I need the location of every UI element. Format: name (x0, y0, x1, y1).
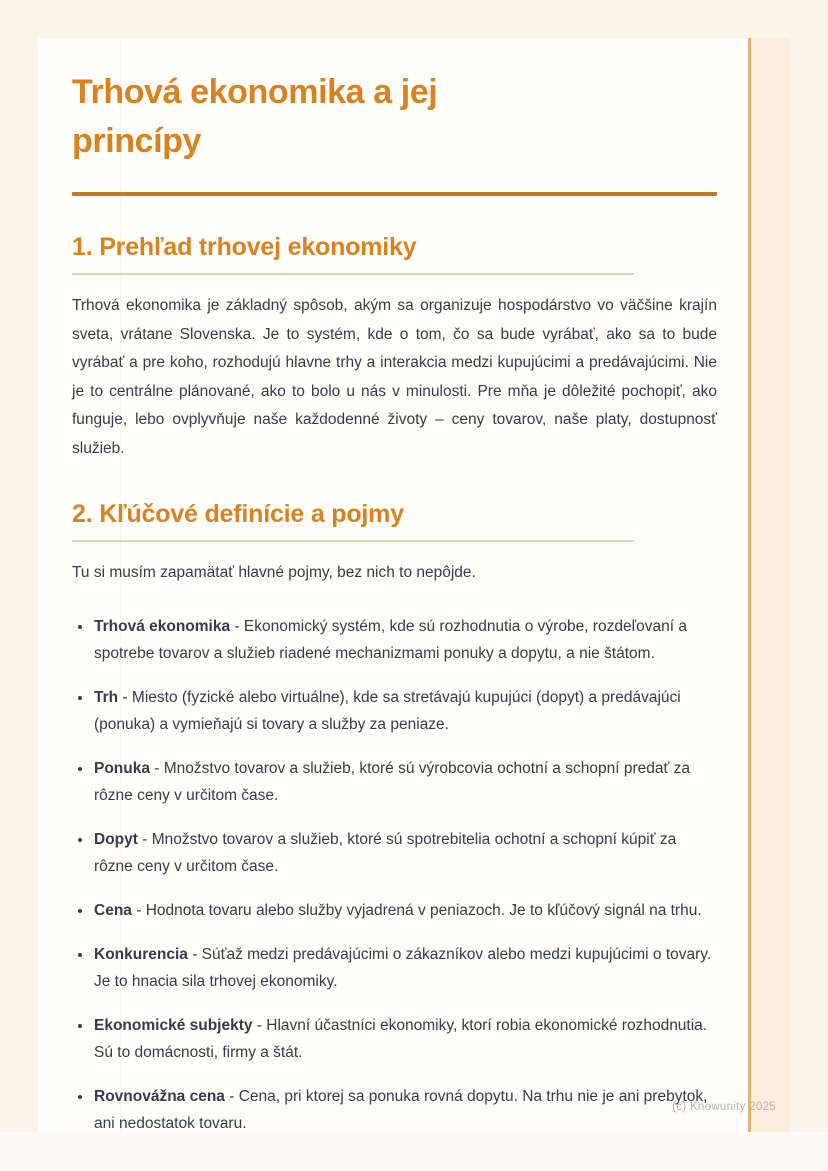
term-name: Trh (94, 688, 119, 706)
section-2-underline (72, 540, 634, 542)
term-separator: - (149, 759, 164, 777)
term-separator: - (230, 617, 244, 635)
term-list-item (93, 941, 717, 995)
term-list-item (93, 826, 717, 880)
section-1-paragraph: Trhová ekonomika je základný spôsob, akým sa organizuje hospodárstvo vo väčšine krajín sveta, vrátane Slovenska. Je to systém, kde o tom, čo sa bude vyrábať, ako sa to bude vyrábať a pre koho, rozhodujú hlavne trhy a interakcia medzi kupujúcimi a predávajúcimi. Nie je to centrálne plánované, ako to bolo u nás v minulosti. Pre mňa je dôležité pochopiť, ako funguje, lebo ovplyvňuje naše každodenné životy – ceny tovarov, naše platy, dostupnosť služieb. (72, 297, 717, 457)
term-definition: Množstvo tovarov a služieb, ktoré sú spotrebitelia ochotní a schopní kúpiť za rôzne ceny v určitom čase. (94, 830, 677, 875)
term-name: Konkurencia (94, 945, 188, 963)
document-card (38, 38, 748, 1132)
term-separator: - (118, 688, 132, 706)
term-separator: - (252, 1016, 267, 1034)
term-list-item (93, 613, 717, 667)
page-bottom-band (0, 1132, 828, 1171)
section-1-heading: 1. Prehľad trhovej ekonomiky (72, 233, 417, 261)
term-list-item (93, 1012, 717, 1066)
term-definition: Cena, pri ktorej sa ponuka rovná dopytu. Na trhu nie je ani prebytok, ani nedostatok tovaru. (94, 1087, 708, 1132)
term-name: Dopyt (94, 830, 138, 848)
term-separator: - (224, 1087, 239, 1105)
term-definition: Množstvo tovarov a služieb, ktoré sú výrobcovia ochotní a schopní predať za rôzne ceny v určitom čase. (94, 759, 690, 804)
section-2-heading: 2. Kľúčové definície a pojmy (72, 500, 404, 528)
term-name: Rovnovážna cena (94, 1087, 225, 1105)
title-divider (72, 192, 717, 196)
term-list-item (93, 755, 717, 809)
section-2-intro: Tu si musím zapamätať hlavné pojmy, bez nich to nepôjde. (72, 564, 476, 581)
term-list-item (93, 897, 717, 924)
section-1-underline (72, 273, 634, 275)
document-content (38, 38, 748, 1132)
term-separator: - (137, 830, 152, 848)
term-definition: Ekonomický systém, kde sú rozhodnutia o výrobe, rozdeľovaní a spotrebe tovarov a služieb riadené mechanizmami ponuky a dopytu, a nie štátom. (94, 617, 687, 662)
terms-list (72, 613, 717, 1133)
term-name: Trhová ekonomika (94, 617, 231, 635)
term-separator: - (131, 901, 146, 919)
page-title: Trhová ekonomika a jej princípy (72, 73, 438, 160)
term-name: Cena (94, 901, 132, 919)
term-separator: - (187, 945, 202, 963)
term-definition: Hlavní účastníci ekonomiky, ktorí robia ekonomické rozhodnutia. Sú to domácnosti, firmy a štát. (94, 1016, 708, 1061)
term-definition: Súťaž medzi predávajúcimi o zákazníkov alebo medzi kupujúcimi o tovary. Je to hnacia sila trhovej ekonomiky. (94, 945, 712, 990)
copyright-footer: (c) Knowunity 2025 (672, 1101, 776, 1113)
term-list-item (93, 684, 717, 738)
page-edge-strip (748, 38, 790, 1132)
term-definition: Miesto (fyzické alebo virtuálne), kde sa stretávajú kupujúci (dopyt) a predávajúci (ponuka) a vymieňajú si tovary a služby za peniaze. (94, 688, 681, 733)
term-name: Ponuka (94, 759, 150, 777)
term-name: Ekonomické subjekty (94, 1016, 253, 1034)
term-list-item (93, 1083, 717, 1133)
term-definition: Hodnota tovaru alebo služby vyjadrená v peniazoch. Je to kľúčový signál na trhu. (145, 901, 702, 919)
